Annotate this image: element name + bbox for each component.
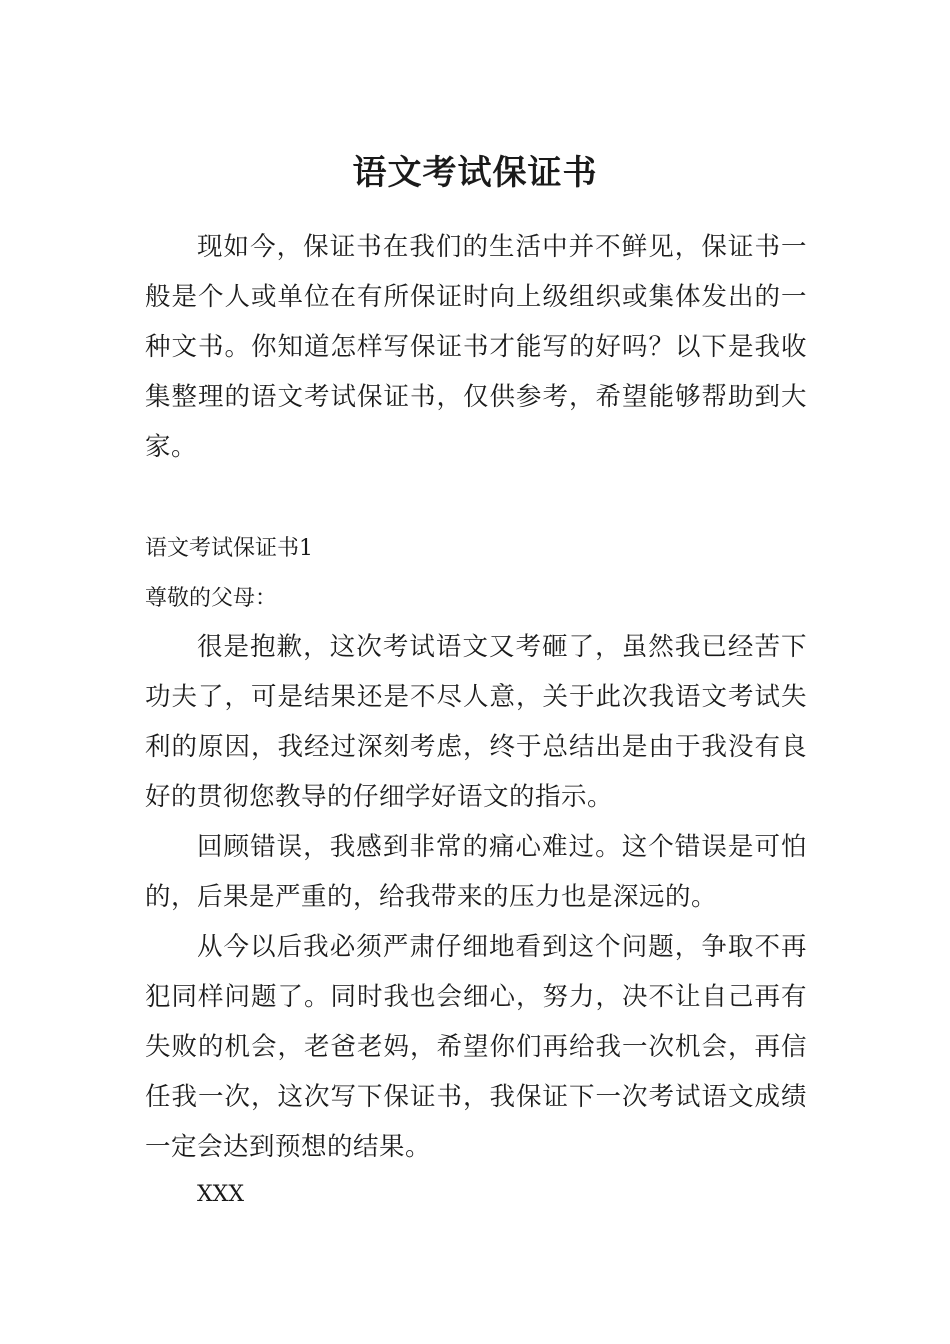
salutation: 尊敬的父母： <box>145 586 278 611</box>
intro-paragraph: 现如今，保证书在我们的生活中并不鲜见，保证书一般是个人或单位在有所保证时向上级组织或集体发出的一种文书。你知道怎样写保证书才能写的好吗？以下是我收集整理的语文考试保证书，仅供参考，希望能够帮助到大家。 <box>145 232 807 462</box>
section-heading: 语文考试保证书1 <box>145 536 313 561</box>
body-paragraph-1: 很是抱歉，这次考试语文又考砸了，虽然我已经苦下功夫了，可是结果还是不尽人意，关于此次我语文考试失利的原因，我经过深刻考虑，终于总结出是由于我没有良好的贯彻您教导的仔细学好语文的指示。 <box>145 632 807 812</box>
body-paragraph-2: 回顾错误，我感到非常的痛心难过。这个错误是可怕的，后果是严重的，给我带来的压力也是深远的。 <box>145 832 807 912</box>
signature: XXX <box>197 1182 244 1207</box>
document-title: 语文考试保证书 <box>352 152 598 193</box>
body-paragraph-3: 从今以后我必须严肃仔细地看到这个问题，争取不再犯同样问题了。同时我也会细心，努力，决不让自己再有失败的机会，老爸老妈，希望你们再给我一次机会，再信任我一次，这次写下保证书，我保证下一次考试语文成绩一定会达到预想的结果。 <box>145 932 807 1162</box>
